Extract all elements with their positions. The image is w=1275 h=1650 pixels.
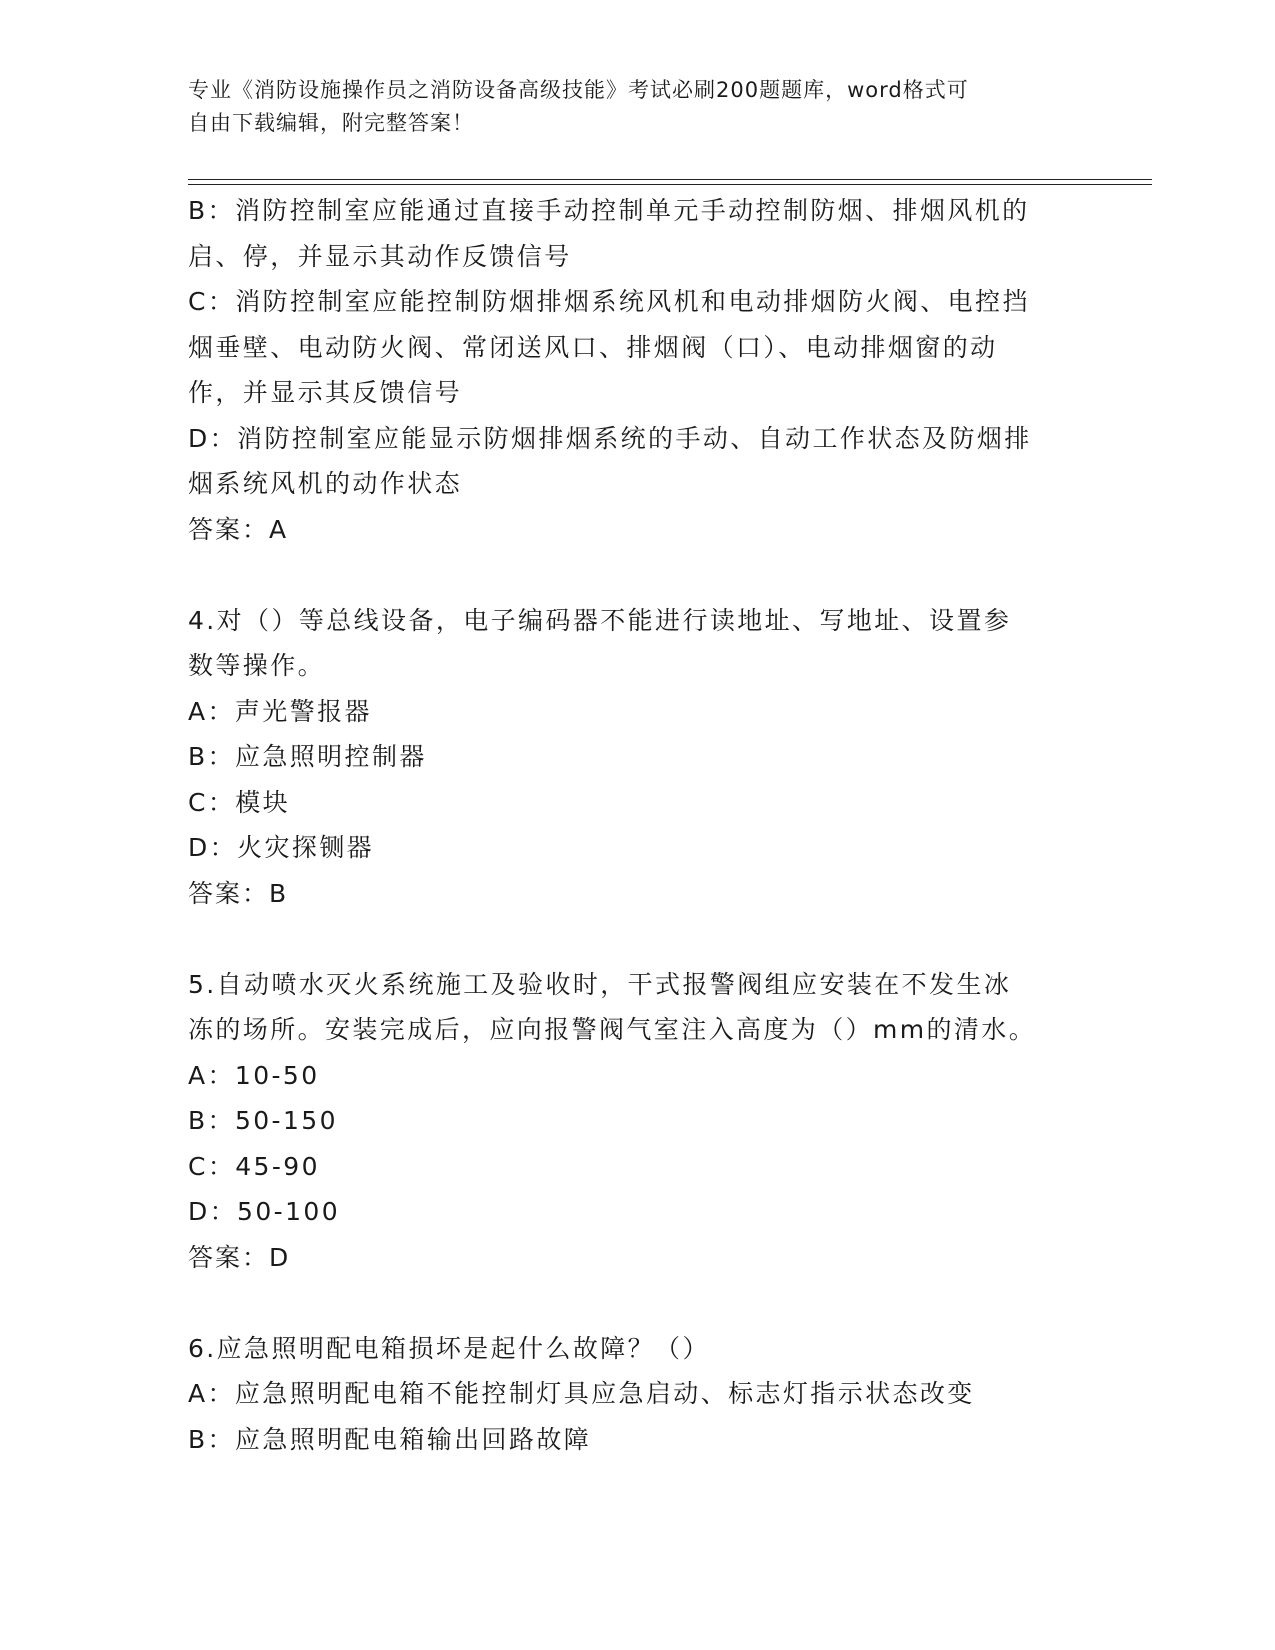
q4-option-c: C：模块 xyxy=(188,787,291,817)
q5-option-c: C：45-90 xyxy=(188,1151,320,1181)
q3-option-d-line-1: D：消防控制室应能显示防烟排烟系统的手动、自动工作状态及防烟排 xyxy=(188,423,1032,453)
header-title-line-2: 自由下载编辑，附完整答案！ xyxy=(188,111,474,135)
spacer xyxy=(188,916,1088,962)
q3-option-c-line-1: C：消防控制室应能控制防烟排烟系统风机和电动排烟防火阀、电控挡 xyxy=(188,287,1030,316)
header-title-line-1: 专业《消防设施操作员之消防设备高级技能》考试必刷200题题库，word格式可 xyxy=(188,78,969,102)
q3-option-b-line-1: B：消防控制室应能通过直接手动控制单元手动控制防烟、排烟风机的 xyxy=(188,196,1030,225)
question-5 xyxy=(188,962,1088,1281)
q5-option-d: D：50-100 xyxy=(188,1197,341,1226)
header-divider-top xyxy=(188,179,1152,180)
q4-stem-line-1: 4.对（）等总线设备，电子编码器不能进行读地址、写地址、设置参 xyxy=(188,605,1012,635)
question-4 xyxy=(188,598,1088,917)
q5-stem-line-1: 5.自动喷水灭火系统施工及验收时，干式报警阀组应安装在不发生冰 xyxy=(188,969,1012,999)
q3-answer: 答案：A xyxy=(188,514,289,544)
spacer xyxy=(188,552,1088,598)
q4-option-b: B：应急照明控制器 xyxy=(188,742,427,771)
q5-option-b: B：50-150 xyxy=(188,1106,338,1135)
q4-option-a: A：声光警报器 xyxy=(188,696,372,726)
q6-stem-line-1: 6.应急照明配电箱损坏是起什么故障？（） xyxy=(188,1333,710,1363)
question-6 xyxy=(188,1326,1088,1463)
q3-option-d-line-2: 烟系统风机的动作状态 xyxy=(188,469,463,498)
q6-option-a: A：应急照明配电箱不能控制灯具应急启动、标志灯指示状态改变 xyxy=(188,1379,975,1408)
q3-option-c-line-3: 作，并显示其反馈信号 xyxy=(188,378,463,407)
q3-option-b-line-2: 启、停，并显示其动作反馈信号 xyxy=(188,241,572,271)
q4-stem-line-2: 数等操作。 xyxy=(188,651,326,680)
q5-stem-line-2: 冻的场所。安装完成后，应向报警阀气室注入高度为（）mm的清水。 xyxy=(188,1015,1037,1044)
spacer xyxy=(188,1280,1088,1326)
q4-answer: 答案：B xyxy=(188,878,289,908)
q3-option-c-line-2: 烟垂壁、电动防火阀、常闭送风口、排烟阀（口）、电动排烟窗的动 xyxy=(188,332,998,362)
document-header xyxy=(188,74,1068,140)
header-divider-bottom xyxy=(188,184,1152,185)
question-3-continued xyxy=(188,188,1088,552)
q4-option-d: D：火灾探铡器 xyxy=(188,833,375,862)
q6-option-b: B：应急照明配电箱输出回路故障 xyxy=(188,1424,592,1454)
q5-option-a: A：10-50 xyxy=(188,1060,320,1090)
q5-answer: 答案：D xyxy=(188,1242,291,1272)
question-content xyxy=(188,188,1088,1462)
